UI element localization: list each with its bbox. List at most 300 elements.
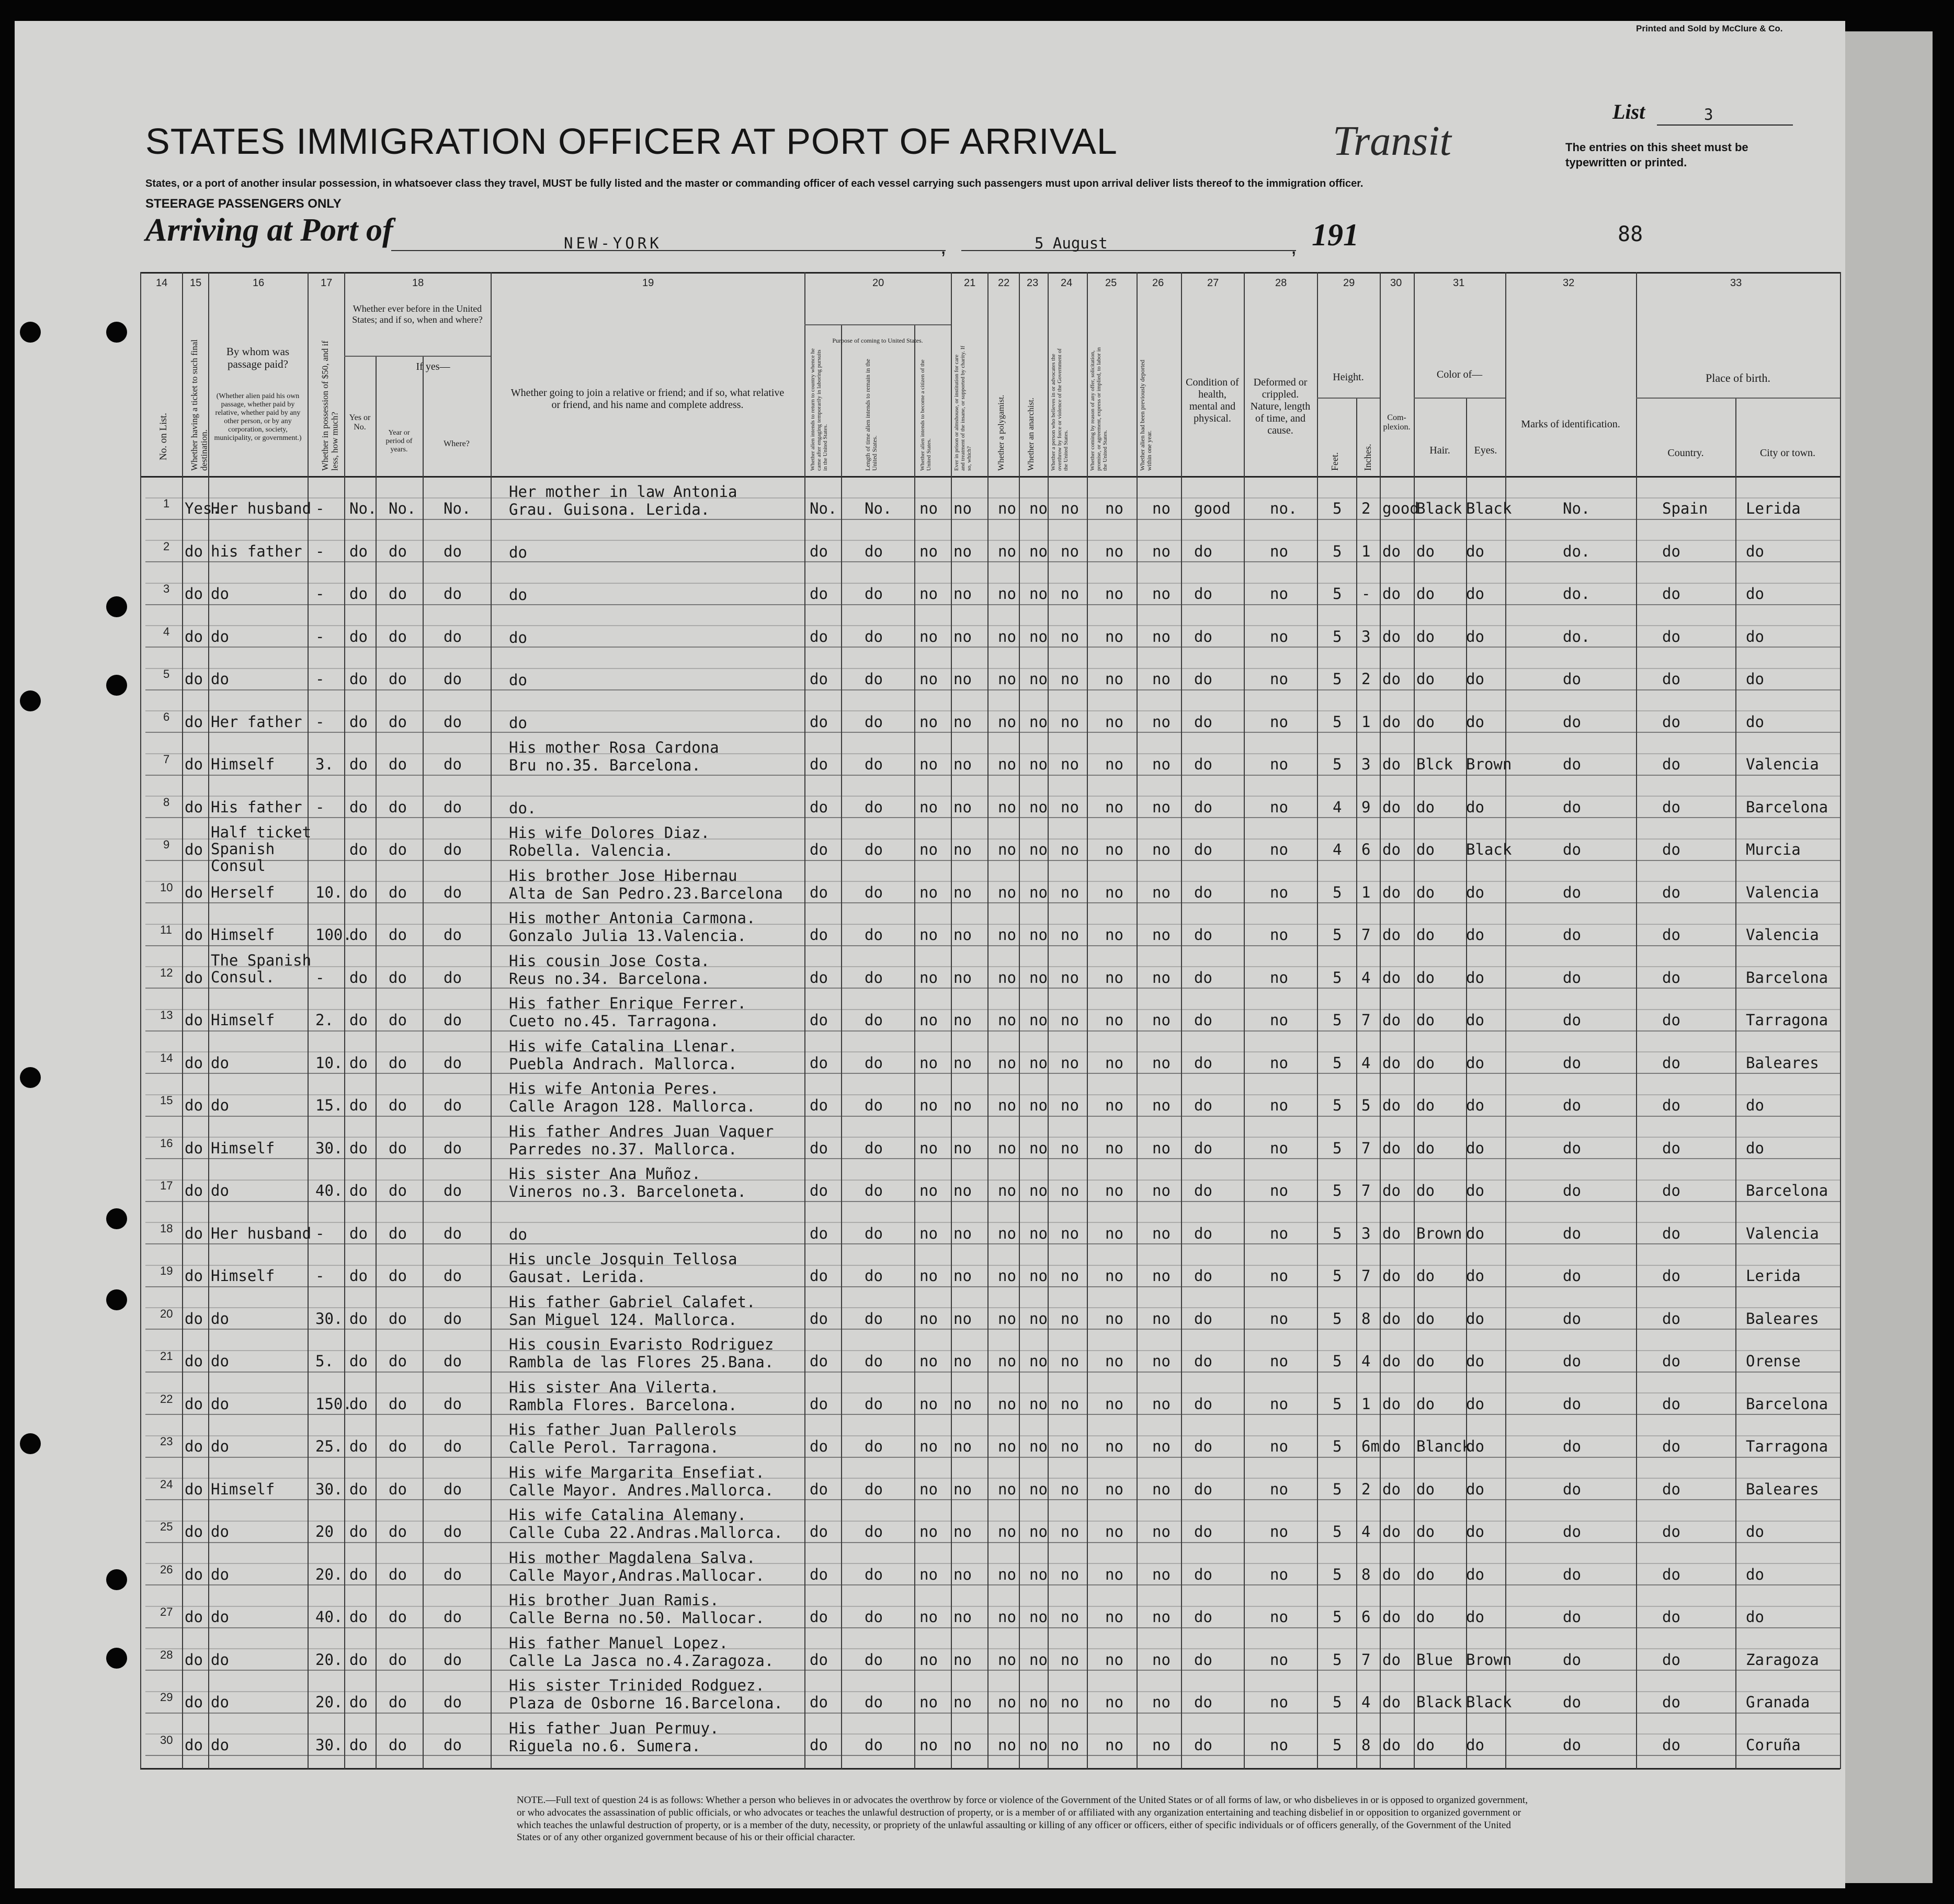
row-number: 22 [160,1392,173,1406]
country-cell: do [1662,585,1680,603]
ticket-cell: do [185,841,203,858]
relative-line1: His father Andres Juan Vaquer [509,1122,774,1140]
header-yes-no: Yes or No. [349,413,371,432]
q21-cell: no [953,755,972,773]
marks-cell: do. [1563,627,1591,645]
where-cell: do [444,755,462,773]
relative-line2: do [509,543,527,561]
before-cell: do [349,1395,368,1413]
q23-cell: no [1029,1053,1048,1072]
header-height: Height. [1333,371,1364,383]
paid-by-cell: do [211,1395,229,1413]
purpose-c-cell: no [919,1480,938,1498]
relative-line2: Calle La Jasca no.4.Zaragoza. [509,1651,774,1670]
hair-cell: do [1416,968,1435,987]
q21-cell: no [953,1309,972,1328]
health-cell: do [1194,712,1212,731]
deformed-cell: no [1270,968,1288,987]
where-cell: do [444,542,462,560]
inches-cell: 4 [1361,968,1371,987]
health-cell: do [1194,968,1212,987]
complexion-cell: do [1382,1309,1401,1328]
row-number: 18 [160,1221,173,1235]
relative-line1: His father Manuel Lopez. [509,1634,729,1652]
before-cell: do [349,1182,368,1199]
q26-cell: no [1152,1437,1171,1455]
q26-cell: no [1152,841,1171,858]
row-number: 27 [160,1605,173,1618]
relative-line1: His cousin Jose Costa. [509,951,710,970]
paid-by-cell: His father [211,798,302,816]
years-cell: do [389,1650,407,1669]
purpose-b-cell: do [865,670,883,688]
deformed-cell: no [1270,1053,1288,1072]
purpose-a-cell: do [810,1395,828,1413]
where-cell: do [444,1352,462,1370]
purpose-a-cell: do [810,755,828,773]
deformed-cell: no [1270,542,1288,560]
complexion-cell: do [1382,841,1401,858]
paid-by-cell: The Spanish Consul. [211,951,312,986]
money-cell: 15. [315,1096,343,1114]
header-inches: Inches. [1362,444,1373,471]
feet-cell: 5 [1333,500,1342,517]
complexion-cell: do [1382,1736,1401,1754]
purpose-a-cell: do [810,1608,828,1626]
before-cell: do [349,712,368,731]
q24-cell: no [1061,1011,1079,1029]
q22-cell: no [998,1182,1016,1199]
header-anarchist: Whether an anarchist. [1027,398,1036,471]
paid-by-cell: do [211,1096,229,1114]
before-cell: do [349,798,368,816]
ticket-cell: do [185,627,203,645]
complexion-cell: do [1382,542,1401,560]
eyes-cell: do [1466,968,1484,987]
feet-cell: 5 [1333,1395,1342,1413]
years-cell: do [389,968,407,987]
inches-cell: 8 [1361,1309,1371,1328]
header-money: Whether in possession of $50, and if less, how much? [320,341,340,471]
purpose-c-cell: no [919,1437,938,1455]
complexion-cell: do [1382,1267,1401,1285]
paid-by-cell: do [211,1182,229,1199]
where-cell: do [444,1736,462,1754]
purpose-a-cell: do [810,1693,828,1711]
hair-cell: Blanck [1416,1437,1471,1455]
colnum-21: 21 [964,277,976,289]
q26-cell: no [1152,712,1171,731]
inches-cell: 1 [1361,883,1371,901]
purpose-c-cell: no [919,755,938,773]
eyes-cell: do [1466,1182,1484,1199]
complexion-cell: do [1382,1224,1401,1242]
purpose-a-cell: do [810,1650,828,1669]
eyes-cell: do [1466,1267,1484,1285]
marks-cell: do [1563,883,1581,901]
country-cell: do [1662,1523,1680,1540]
inches-cell: 7 [1361,1267,1371,1285]
header-prison: Ever in prison or almshouse, or institution for care and treatment of the insane, or supported by charity. If so, which? [953,345,973,471]
health-cell: do [1194,1395,1212,1413]
q22-cell: no [998,1693,1016,1711]
q22-cell: no [998,712,1016,731]
q21-cell: no [953,1650,972,1669]
deformed-cell: no [1270,926,1288,944]
header-deported: Whether alien had been previously deported within one year. [1139,359,1153,471]
city-cell: Orense [1746,1352,1801,1370]
deformed-cell: no [1270,841,1288,858]
purpose-a-cell: do [810,670,828,688]
where-cell: No. [444,500,471,517]
eyes-cell: do [1466,926,1484,944]
relative-line2: do [509,628,527,647]
ticket-cell: do [185,1182,203,1199]
colnum-15: 15 [190,277,202,289]
q22-cell: no [998,585,1016,603]
country-cell: do [1662,841,1680,858]
purpose-b-cell: do [865,1736,883,1754]
q23-cell: no [1029,1352,1048,1370]
feet-cell: 5 [1333,1480,1342,1498]
inches-cell: 6m [1361,1437,1380,1455]
q25-cell: no [1105,1096,1123,1114]
eyes-cell: do [1466,1011,1484,1029]
binder-hole [20,1067,41,1088]
health-cell: do [1194,1480,1212,1498]
deformed-cell: no [1270,627,1288,645]
health-cell: do [1194,926,1212,944]
purpose-c-cell: no [919,1053,938,1072]
feet-cell: 5 [1333,1139,1342,1157]
q21-cell: no [953,1053,972,1072]
header-relative: Whether going to join a relative or friend; and if so, what relative or friend, and his name and complete address. [510,387,785,411]
colnum-33: 33 [1730,277,1742,289]
city-cell: do [1746,670,1764,688]
q25-cell: no [1105,1352,1123,1370]
marks-cell: do. [1563,542,1591,560]
q25-cell: no [1105,670,1123,688]
header-before-in-us: Whether ever before in the United States; and if so, when and where? [352,303,483,325]
paid-by-cell: do [211,1352,229,1370]
q22-cell: no [998,1523,1016,1540]
q21-cell: no [953,841,972,858]
ticket-cell: do [185,883,203,901]
marks-cell: do [1563,1395,1581,1413]
purpose-c-cell: no [919,883,938,901]
city-cell: do [1746,627,1764,645]
inches-cell: 7 [1361,1650,1371,1669]
where-cell: do [444,883,462,901]
deformed-cell: no. [1270,500,1298,517]
purpose-b-cell: do [865,968,883,987]
relative-line1: His sister Trinided Rodguez. [509,1676,765,1694]
hair-cell: do [1416,1096,1435,1114]
purpose-c-cell: no [919,670,938,688]
paid-by-cell: do [211,1437,229,1455]
q23-cell: no [1029,1565,1048,1583]
before-cell: do [349,627,368,645]
relative-line2: Reus no.34. Barcelona. [509,969,710,988]
paid-by-cell: do [211,1608,229,1626]
q26-cell: no [1152,1650,1171,1669]
colnum-28: 28 [1275,277,1287,289]
before-cell: do [349,1693,368,1711]
relative-line1: His father Gabriel Calafet. [509,1293,756,1311]
eyes-cell: do [1466,1523,1484,1540]
feet-cell: 5 [1333,1224,1342,1242]
marks-cell: No. [1563,500,1591,517]
purpose-a-cell: do [810,1736,828,1754]
ticket-cell: do [185,1053,203,1072]
row-number: 4 [163,625,170,638]
purpose-b-cell: do [865,1693,883,1711]
money-cell: - [315,585,325,603]
q23-cell: no [1029,1736,1048,1754]
q24-cell: no [1061,1523,1079,1540]
row-number: 17 [160,1179,173,1192]
steerage-notice: STEERAGE PASSENGERS ONLY [145,197,342,211]
purpose-c-cell: no [919,1608,938,1626]
years-cell: do [389,542,407,560]
relative-line2: Calle Mayor. Andres.Mallorca. [509,1481,774,1499]
q26-cell: no [1152,1608,1171,1626]
feet-cell: 5 [1333,1693,1342,1711]
purpose-b-cell: do [865,1608,883,1626]
years-cell: do [389,1352,407,1370]
q22-cell: no [998,627,1016,645]
purpose-b-cell: do [865,1480,883,1498]
header-complexion: Com- plexion. [1383,413,1411,432]
health-cell: do [1194,1650,1212,1669]
money-cell: 40. [315,1608,343,1626]
header-hair: Hair. [1429,445,1450,456]
colnum-18: 18 [412,277,424,289]
relative-line1: His sister Ana Muñoz. [509,1165,701,1183]
health-cell: do [1194,1182,1212,1199]
city-cell: do [1746,1096,1764,1114]
q21-cell: no [953,1182,972,1199]
colnum-26: 26 [1152,277,1164,289]
inches-cell: 4 [1361,1693,1371,1711]
header-passage-paid-sub: (Whether alien paid his own passage, whether paid by relative, whether paid by any other person, or by any corporation, society, municipality, or government.) [214,392,302,443]
relative-line2: Calle Cuba 22.Andras.Mallorca. [509,1524,783,1542]
q21-cell: no [953,968,972,987]
ticket-cell: do [185,1267,203,1285]
q26-cell: no [1152,1309,1171,1328]
purpose-c-cell: no [919,1224,938,1242]
inches-cell: - [1361,585,1371,603]
q25-cell: no [1105,1309,1123,1328]
q23-cell: no [1029,1480,1048,1498]
marks-cell: do [1563,1182,1581,1199]
relative-line1: His wife Antonia Peres. [509,1080,719,1097]
q21-cell: no [953,1736,972,1754]
where-cell: do [444,1182,462,1199]
q21-cell: no [953,627,972,645]
q24-cell: no [1061,1480,1079,1498]
complexion-cell: do [1382,1096,1401,1114]
q23-cell: no [1029,627,1048,645]
q25-cell: no [1105,542,1123,560]
q23-cell: no [1029,841,1048,858]
city-cell: Coruña [1746,1736,1801,1754]
q22-cell: no [998,500,1016,517]
money-cell: - [315,542,325,560]
before-cell: do [349,1011,368,1029]
years-cell: do [389,1182,407,1199]
q22-cell: no [998,798,1016,816]
purpose-b-cell: do [865,1182,883,1199]
purpose-c-cell: no [919,1523,938,1540]
years-cell: do [389,1608,407,1626]
purpose-c-cell: no [919,1096,938,1114]
years-cell: do [389,670,407,688]
marks-cell: do. [1563,585,1591,603]
relative-line2: Calle Mayor,Andras.Mallocar. [509,1566,765,1584]
q21-cell: no [953,1139,972,1157]
inches-cell: 7 [1361,926,1371,944]
relative-line1: His father Juan Permuy. [509,1719,719,1737]
colnum-31: 31 [1453,277,1465,289]
inches-cell: 1 [1361,542,1371,560]
purpose-c-cell: no [919,968,938,987]
paid-by-cell: Himself [211,1011,275,1029]
row-number: 7 [163,753,170,766]
q25-cell: no [1105,627,1123,645]
purpose-a-cell: do [810,841,828,858]
years-cell: do [389,841,407,858]
q25-cell: no [1105,1565,1123,1583]
purpose-a-cell: do [810,1139,828,1157]
money-cell: - [315,500,325,517]
marks-cell: do [1563,1139,1581,1157]
hair-cell: do [1416,1053,1435,1072]
hair-cell: do [1416,1309,1435,1328]
hair-cell: Blue [1416,1650,1453,1669]
underlying-sheet [1838,31,1933,1883]
q23-cell: no [1029,1182,1048,1199]
marks-cell: do [1563,1053,1581,1072]
q22-cell: no [998,1267,1016,1285]
paid-by-cell: do [211,1309,229,1328]
page-title: STATES IMMIGRATION OFFICER AT PORT OF ARRIVAL [145,121,1118,162]
feet-cell: 5 [1333,585,1342,603]
hair-cell: do [1416,712,1435,731]
years-cell: do [389,1565,407,1583]
money-cell: 25. [315,1437,343,1455]
feet-cell: 5 [1333,1565,1342,1583]
eyes-cell: do [1466,1352,1484,1370]
inches-cell: 7 [1361,1182,1371,1199]
deformed-cell: no [1270,1352,1288,1370]
feet-cell: 5 [1333,755,1342,773]
ticket-cell: do [185,1693,203,1711]
years-cell: do [389,755,407,773]
health-cell: good [1194,500,1231,517]
complexion-cell: do [1382,627,1401,645]
eyes-cell: do [1466,883,1484,901]
purpose-c-cell: no [919,1395,938,1413]
inches-cell: 4 [1361,1523,1371,1540]
q21-cell: no [953,1224,972,1242]
purpose-b-cell: do [865,1053,883,1072]
where-cell: do [444,627,462,645]
city-cell: Valencia [1746,926,1819,944]
colnum-19: 19 [642,277,654,289]
binder-hole [20,1433,41,1454]
health-cell: do [1194,798,1212,816]
q26-cell: no [1152,968,1171,987]
q22-cell: no [998,1480,1016,1498]
feet-cell: 5 [1333,1523,1342,1540]
header-where: Where? [444,439,470,448]
hair-cell: do [1416,798,1435,816]
q23-cell: no [1029,1523,1048,1540]
row-number: 25 [160,1520,173,1533]
complexion-cell: do [1382,926,1401,944]
health-cell: do [1194,1565,1212,1583]
purpose-a-cell: do [810,1224,828,1242]
manifest-sheet: Printed and Sold by McClure & Co. STATES IMMIGRATION OFFICER AT PORT OF ARRIVAL Transit List 3 The entries on this sheet must be typewritten or printed. States, or a port of another insular possession, in whatsoever class they travel, MUST be fully listed and the master or commanding officer of each vessel carrying such passengers must upon arrival deliver lists thereof to the immigration officer. STEERAGE PASSENGERS ONLY Arriving at Port of NEW-YORK , 5 August , 191 88 14 15 16 17 18 19 20 21 22 23 24 25 26 27 28 29 30 31 32 33 No. on List. Whether having a ticket to such final destination. By whom was passage paid? (Whether alien paid his own passage, whether paid by relative, whether paid by any other person, or by any corporation, society, municipality, or government.) Whether in possession of $50, and if less, how much? Whether ever before in the United States; and if so, when and where? Yes or No. If yes— Year or period of years. Where? Whether going to join a relative or friend; and if so, what relative or friend, and his name and complete address. Purpose of coming to United States. Whether alien intends to return to country whence he came after engaging temporarily in laboring pursuits in the United States. Length of time alien intends to remain in the United States. Whether alien intends to become a citizen of the United States. Ever in prison or almshouse, or institution for care and treatment of the insane, or supported by charity. If so, which? Whether a polygamist. Whether an anarchist. Whether a person who believes in or advocates the overthrow by force or violence of the Government of the United States. Whether coming by reason of any offer, solicitation, promise, or agreement, express or implied, to labor in the United States. Whether alien had been previously deported within one year. Condition of health, mental and physical. Deformed or crippled. Nature, length of time, and cause. Height. Feet. Inches. Com- plexion. Color of— Hair. Eyes. Marks of identification. Place of birth. Country. City or town. 1 Yes. Her husband - No. No. No. Her mother in law Antonia Grau. Guisona. Lerida. No. No. no no no no no no no good no. 5 2 good Black Black No. Spain Lerida 2 do his father - do do do do do do no no no no no no no do no 5 1 do do do do. do do 3 do do - do do do do do do no no no no no no no do no 5 - do do do do. do do 4 do do - do do do do do do no no no no no no no do no 5 3 do do do do. do do 5 do do - do do do do do do no no no no no no no do no 5 2 do do do do do do 6 do Her father - do do do do do do no no no no no no no do no 5 1 do do do do do do 7 do Himself 3. do do do His mother Rosa Cardona Bru no.35. Barcelona. do do no no no no no no no do no 5 3 do Blck Brown do do Valencia 8 do His father - do do do do. do do no no no no no no no do no 4 9 do do do do do Barcelona 9 do Half ticket Spanish Consul do do do His wife Dolores Diaz. Robella. Valencia. do do no no no no no no no do no 4 6 do do Black do do Murcia 10 do Herself 10. do do do His brother Jose Hibernau Alta de San Pedro.23.Barcelona do do no no no no no no no do no 5 1 do do do do do Valencia 11 do Himself 100. do do do His mother Antonia Carmona. Gonzalo Julia 13.Valencia. do do no no no no no no no do no 5 7 do do do do do Valencia 12 do The Spanish Consul. - do do do His cousin Jose Costa. Reus no.34. Barcelona. do do no no no no no no no do no 5 4 do do do do do Barcelona 13 do Himself 2. do do do His father Enrique Ferrer. Cueto no.45. Tarragona. do do no no no no no no no do no 5 7 do do do do do Tarragona 14 do do 10. do do do His wife Catalina Llenar. Puebla Andrach. Mallorca. do do no no no no no no no do no 5 4 do do do do do Baleares 15 do do 15. do do do His wife Antonia Peres. Calle Aragon 128. Mallorca. do do no no no no no no no do no 5 5 do do do do do do 16 do Himself 30. do do do His father Andres Juan Vaquer Parredes no.37. Mallorca. do do no no no no no no no do no 5 7 do do do do do do 17 do do 40. do do do His sister Ana Muñoz. Vineros no.3. Barceloneta. do do no no no no no no no do no 5 7 do do do do do Barcelona 18 do Her husband - do do do do do do no no no no no no no do no 5 3 do Brown do do do Valencia 19 do Himself - do do do His uncle Josquin Tellosa Gausat. Lerida. do do no no no no no no no do no 5 7 do do do do do Lerida 20 do do 30. do do do His father Gabriel Calafet. San Miguel 124. Mallorca. do do no no no no no no no do no 5 8 do do do do do Baleares 21 do do 5. do do do His cousin Evaristo Rodriguez Rambla de las Flores 25.Bana. do do no no no no no no no do no 5 4 do do do do do Orense 22 do do 150. do do do His sister Ana Vilerta. Rambla Flores. Barcelona. do do no no no no no no no do no 5 1 do do do do do Barcelona 23 do do 25. do do do His father Juan Pallerols Calle Perol. Tarragona. do do no no no no no no no do no 5 6m do Blanck do do do Tarragona 24 do Himself 30. do do do His wife Margarita Ensefiat. Calle Mayor. Andres.Mallorca. do do no no no no no no no do no 5 2 do do do do do Baleares 25 do do 20 do do do His wife Catalina Alemany. Calle Cuba 22.Andras.Mallorca. do do no no no no no no no do no 5 4 do do do do do do 26 do do 20. do do do His mother Magdalena Salva. Calle Mayor,Andras.Mallocar. do do no no no no no no no do no 5 8 do do do do do do 27 do do 40. do do do His brother Juan Ramis. Calle Berna no.50. Mallocar. do do no no no no no no no do no 5 6 do do do do do do 28 do do 20. do do do His father Manuel Lopez. Calle La Jasca no.4.Zaragoza. do do no no no no no no no do no 5 7 do Blue Brown do do Zaragoza 29 do do 20. do do do His sister Trinided Rodguez. Plaza de Osborne 16.Barcelona. do do no no no no no no no do no 5 4 do Black Black do do Granada 30 do do 30. do do do His father Juan Permuy. Riguela no.6. Sumera. do do no no no no no no no do no 5 8 do do do do do Coruña NOTE.—Full text of question 24 is as follows: Whether a person who believes in or advocates the overthrow by force or violence of the Government of the United States or of all forms of law, or who disbelieves in or is opposed to organized government, or who advocates the assassination of public officials, or who advocates or teaches the unlawful destruction of property, or is a member of or affiliated with any organization entertaining and teaching disbelief in or opposition to organized government or which teaches the unlawful destruction of property, or is a member of the duty, necessity, or propriety of the unlawful assaulting or killing of any officer or officers, either of specific individuals or of officers generally, of the Government of the United States or of any other organized government because of his or their official character. [15,21,1845,1888]
relative-line2: Plaza de Osborne 16.Barcelona. [509,1694,783,1712]
marks-cell: do [1563,1650,1581,1669]
relative-line2: Bru no.35. Barcelona. [509,756,701,774]
q22-cell: no [998,1309,1016,1328]
complexion-cell: do [1382,1395,1401,1413]
money-cell: 20. [315,1650,343,1669]
feet-cell: 5 [1333,627,1342,645]
years-cell: do [389,1139,407,1157]
row-number: 26 [160,1562,173,1576]
before-cell: do [349,1096,368,1114]
ticket-cell: do [185,1309,203,1328]
where-cell: do [444,1650,462,1669]
deformed-cell: no [1270,1693,1288,1711]
relative-line2: Riguela no.6. Sumera. [509,1737,701,1755]
header-purpose: Purpose of coming to United States. [832,337,923,344]
q24-cell: no [1061,1267,1079,1285]
q26-cell: no [1152,1011,1171,1029]
q25-cell: no [1105,1693,1123,1711]
ticket-cell: Yes. [185,500,221,517]
deformed-cell: no [1270,755,1288,773]
inches-cell: 3 [1361,755,1371,773]
health-cell: do [1194,841,1212,858]
arrival-year: 191 [1312,218,1359,252]
colnum-25: 25 [1105,277,1117,289]
header-marks: Marks of identification. [1521,418,1620,430]
feet-cell: 5 [1333,1352,1342,1370]
deformed-cell: no [1270,1139,1288,1157]
money-cell: - [315,1267,325,1285]
inches-cell: 2 [1361,1480,1371,1498]
where-cell: do [444,841,462,858]
q22-cell: no [998,542,1016,560]
feet-cell: 5 [1333,1437,1342,1455]
ticket-cell: do [185,1352,203,1370]
hair-cell: do [1416,627,1435,645]
marks-cell: do [1563,755,1581,773]
years-cell: do [389,1011,407,1029]
purpose-c-cell: no [919,585,938,603]
q25-cell: no [1105,1224,1123,1242]
ticket-cell: do [185,1224,203,1242]
relative-line2: do [509,586,527,604]
country-cell: do [1662,755,1680,773]
paid-by-cell: do [211,585,229,603]
deformed-cell: no [1270,1267,1288,1285]
